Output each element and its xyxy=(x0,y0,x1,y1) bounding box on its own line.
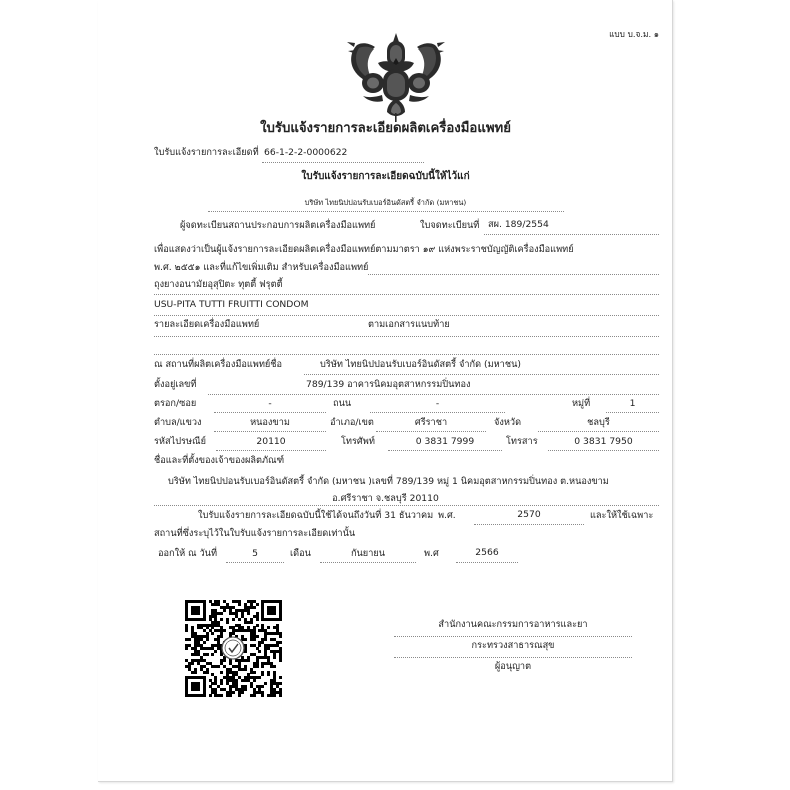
mfg-site-rule xyxy=(304,374,659,375)
validity-line-2: สถานที่ซึ่งระบุไว้ในใบรับแจ้งรายการละเอียดเท่านั้น xyxy=(154,528,356,539)
cert-no-label: ใบจดทะเบียนที่ xyxy=(420,220,480,231)
cert-no-value: สผ. 189/2554 xyxy=(488,219,549,230)
mfg-moo-value: 1 xyxy=(629,398,636,409)
product-name-en: USU-PITA TUTTI FRUITTI CONDOM xyxy=(154,299,309,310)
mfg-moo-label: หมู่ที่ xyxy=(572,398,591,409)
validity-rule-top xyxy=(154,505,659,506)
owner-line-1: บริษัท ไทยนิปปอนรับเบอร์อินดัสตรี้ จำกัด (มหาชน )เลขที่ 789/139 หมู่ 1 นิคมอุตสาหกรรมปิ่นทอง ต.หนองขาม xyxy=(168,476,609,487)
product-rule-top xyxy=(368,274,659,275)
authority-rule-2 xyxy=(394,657,632,658)
issued-to-name: บริษัท ไทยนิปปอนรับเบอร์อินดัสตรี้ จำกัด (มหาชน) xyxy=(304,198,467,207)
issued-to-rule xyxy=(208,211,564,212)
issue-prefix: ออกให้ ณ วันที่ xyxy=(158,548,218,559)
mfg-fax-label: โทรสาร xyxy=(506,436,538,447)
form-code: แบบ บ.จ.ม. ๑ xyxy=(609,29,659,39)
mfg-phone-value: 0 3831 7999 xyxy=(415,436,475,447)
issue-be-label: พ.ศ xyxy=(424,548,439,559)
garuda-emblem xyxy=(345,25,447,123)
expiry-year: 2570 xyxy=(517,509,541,520)
cert-no-rule xyxy=(484,234,659,235)
issue-year: 2566 xyxy=(475,547,499,558)
authority-role: ผู้อนุญาต xyxy=(494,661,532,672)
mfg-address-label: ตั้งอยู่เลขที่ xyxy=(154,379,197,390)
mfg-postcode-value: 20110 xyxy=(256,436,286,447)
product-rule-bottom xyxy=(154,315,659,316)
mfg-site-value: บริษัท ไทยนิปปอนรับเบอร์อินดัสตรี้ จำกัด (มหาชน) xyxy=(320,359,521,370)
issue-year-rule xyxy=(456,562,518,563)
authority-rule-1 xyxy=(394,636,632,637)
mfg-subdistrict-rule xyxy=(214,431,326,432)
owner-line-2: อ.ศรีราชา จ.ชลบุรี 20110 xyxy=(332,493,439,504)
mfg-province-value: ชลบุรี xyxy=(587,417,610,428)
validity-be-label: พ.ศ. xyxy=(438,510,456,521)
issue-day-rule xyxy=(226,562,284,563)
mfg-alley-value: - xyxy=(268,398,272,409)
mfg-phone-rule xyxy=(388,450,502,451)
mfg-road-rule xyxy=(370,412,505,413)
issue-day: 5 xyxy=(252,548,258,559)
issue-month: กันยายน xyxy=(350,548,386,559)
mfg-moo-rule xyxy=(606,412,659,413)
device-detail-rule xyxy=(154,336,659,337)
notification-no-rule xyxy=(262,162,424,163)
mfg-province-label: จังหวัด xyxy=(494,417,522,428)
issue-month-rule xyxy=(320,562,416,563)
mfg-alley-label: ตรอก/ซอย xyxy=(154,398,197,409)
validity-prefix: ใบรับแจ้งรายการละเอียดฉบับนี้ใช้ได้จนถึงวันที่ 31 ธันวาคม xyxy=(198,510,434,521)
expiry-year-rule xyxy=(474,524,584,525)
mfg-alley-rule xyxy=(214,412,326,413)
mfg-site-rule-top xyxy=(154,354,659,355)
page-title: ใบรับแจ้งรายการละเอียดผลิตเครื่องมือแพทย์ xyxy=(260,121,511,136)
mfg-address-rule xyxy=(208,394,659,395)
mfg-road-value: - xyxy=(435,398,440,409)
authority-line-1: สำนักงานคณะกรรมการอาหารและยา xyxy=(438,619,588,630)
mfg-postcode-rule xyxy=(216,450,326,451)
mfg-road-label: ถนน xyxy=(333,398,352,409)
registrant-label: ผู้จดทะเบียนสถานประกอบการผลิตเครื่องมือแพทย์ xyxy=(180,220,376,231)
issue-month-label: เดือน xyxy=(290,548,311,559)
notification-no-label: ใบรับแจ้งรายการละเอียดที่ xyxy=(154,147,259,158)
statute-line-2: พ.ศ. ๒๕๕๑ และที่แก้ไขเพิ่มเติม สำหรับเครื่องมือแพทย์ xyxy=(154,262,369,273)
mfg-postcode-label: รหัสไปรษณีย์ xyxy=(154,436,206,447)
notification-no-value: 66-1-2-2-0000622 xyxy=(264,147,348,158)
mfg-fax-rule xyxy=(548,450,659,451)
product-name-th: ถุงยางอนามัยอุสุปิตะ ทุตตี้ ฟรุตตี้ xyxy=(154,279,283,290)
mfg-address-value: 789/139 อาคารนิคมอุตสาหกรรมปิ่นทอง xyxy=(306,379,471,390)
mfg-phone-label: โทรศัพท์ xyxy=(341,436,375,447)
mfg-province-rule xyxy=(538,431,659,432)
mfg-district-value: ศรีราชา xyxy=(414,417,448,428)
product-rule-mid xyxy=(154,294,659,295)
mfg-district-rule xyxy=(376,431,486,432)
owner-heading: ชื่อและที่ตั้งของเจ้าของผลิตภัณฑ์ xyxy=(154,455,285,466)
mfg-site-label: ณ สถานที่ผลิตเครื่องมือแพทย์ชื่อ xyxy=(154,359,283,370)
mfg-subdistrict-label: ตำบล/แขวง xyxy=(154,417,202,428)
document-page xyxy=(98,0,673,782)
mfg-district-label: อำเภอ/เขต xyxy=(330,417,374,428)
qr-code xyxy=(185,600,282,697)
validity-suffix: และให้ใช้เฉพาะ xyxy=(590,510,654,521)
device-detail-value: ตามเอกสารแนบท้าย xyxy=(368,319,450,330)
device-detail-label: รายละเอียดเครื่องมือแพทย์ xyxy=(154,319,260,330)
mfg-subdistrict-value: หนองขาม xyxy=(250,417,290,428)
mfg-fax-value: 0 3831 7950 xyxy=(574,436,633,447)
authority-line-2: กระทรวงสาธารณสุข xyxy=(471,640,555,651)
statute-line-1: เพื่อแสดงว่าเป็นผู้แจ้งรายการละเอียดผลิตเครื่องมือแพทย์ตามมาตรา ๑๙ แห่งพระราชบัญญัติเครื่องมือแพทย์ xyxy=(154,244,574,255)
issued-to-heading: ใบรับแจ้งรายการละเอียดฉบับนี้ให้ไว้แก่ xyxy=(301,171,470,182)
